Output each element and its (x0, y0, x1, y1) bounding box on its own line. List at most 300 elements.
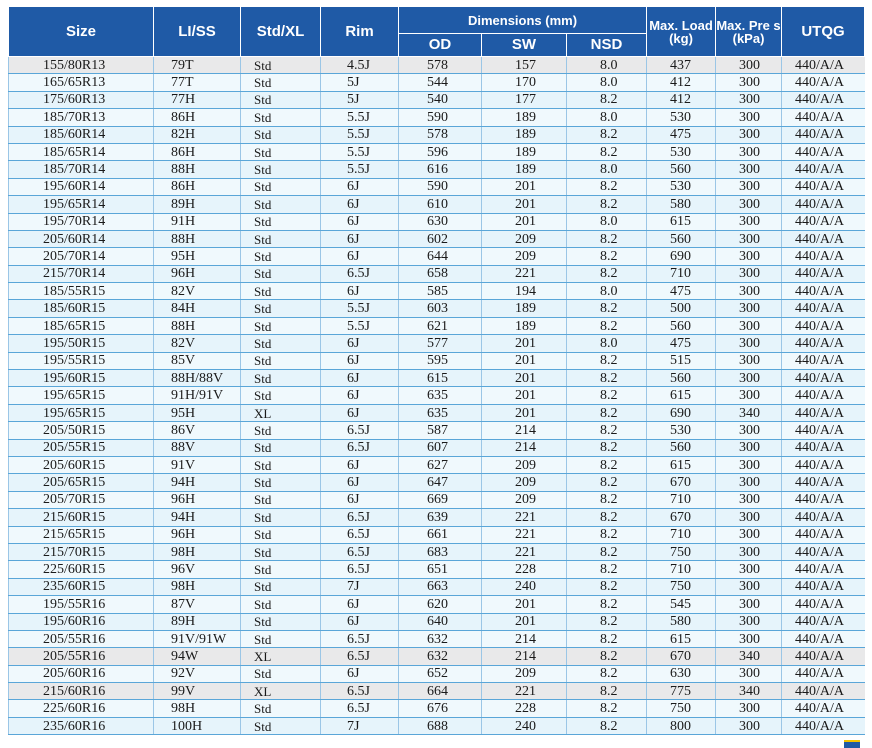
cell-load-speed-index: 96H (154, 265, 241, 282)
table-row (9, 613, 865, 630)
cell-max-pressure: 300 (716, 283, 782, 300)
cell-max-pressure: 300 (716, 422, 782, 439)
cell-rim: 5J (321, 74, 399, 91)
cell-std-xl: Std (241, 248, 321, 265)
cell-max-pressure: 300 (716, 543, 782, 560)
cell-rim: 6.5J (321, 422, 399, 439)
header-std-xl: Std/XL (241, 7, 321, 57)
cell-section-width: 201 (482, 387, 567, 404)
cell-max-load: 615 (647, 387, 716, 404)
cell-size: 185/70R14 (9, 161, 154, 178)
cell-load-speed-index: 94H (154, 474, 241, 491)
cell-max-pressure: 340 (716, 648, 782, 665)
cell-size: 205/70R15 (9, 491, 154, 508)
cell-utqg: 440/A/A (782, 300, 865, 317)
cell-std-xl: XL (241, 648, 321, 665)
cell-size: 205/70R14 (9, 248, 154, 265)
table-row (9, 578, 865, 595)
cell-max-pressure: 340 (716, 404, 782, 421)
cell-utqg: 440/A/A (782, 213, 865, 230)
cell-section-width: 228 (482, 700, 567, 717)
cell-std-xl: Std (241, 700, 321, 717)
cell-max-pressure: 300 (716, 196, 782, 213)
cell-std-xl: Std (241, 491, 321, 508)
cell-tread-depth: 8.2 (567, 683, 647, 700)
cell-load-speed-index: 98H (154, 700, 241, 717)
cell-utqg: 440/A/A (782, 509, 865, 526)
header-nsd: NSD (567, 34, 647, 57)
header-dimensions: Dimensions (mm) (399, 7, 647, 34)
cell-rim: 6J (321, 456, 399, 473)
cell-rim: 6J (321, 248, 399, 265)
cell-size: 205/50R15 (9, 422, 154, 439)
header-max-pressure: Max. Pre s (kPa) (716, 7, 782, 57)
cell-rim: 6J (321, 178, 399, 195)
cell-section-width: 201 (482, 596, 567, 613)
cell-section-width: 189 (482, 161, 567, 178)
cell-tread-depth: 8.2 (567, 509, 647, 526)
cell-size: 205/55R16 (9, 648, 154, 665)
header-utqg: UTQG (782, 7, 865, 57)
cell-utqg: 440/A/A (782, 648, 865, 665)
cell-tread-depth: 8.2 (567, 648, 647, 665)
cell-section-width: 240 (482, 717, 567, 734)
cell-tread-depth: 8.2 (567, 126, 647, 143)
cell-max-pressure: 300 (716, 300, 782, 317)
cell-tread-depth: 8.0 (567, 161, 647, 178)
cell-size: 235/60R16 (9, 717, 154, 734)
table-row (9, 300, 865, 317)
cell-rim: 6J (321, 352, 399, 369)
cell-max-pressure: 300 (716, 109, 782, 126)
cell-utqg: 440/A/A (782, 370, 865, 387)
table-row (9, 161, 865, 178)
cell-section-width: 157 (482, 57, 567, 74)
cell-std-xl: Std (241, 300, 321, 317)
table-row (9, 317, 865, 334)
cell-size: 185/65R14 (9, 143, 154, 160)
cell-utqg: 440/A/A (782, 57, 865, 74)
cell-max-pressure: 340 (716, 683, 782, 700)
cell-max-load: 560 (647, 230, 716, 247)
cell-load-speed-index: 82H (154, 126, 241, 143)
cell-std-xl: Std (241, 91, 321, 108)
cell-size: 205/60R14 (9, 230, 154, 247)
cell-size: 225/60R16 (9, 700, 154, 717)
cell-max-load: 475 (647, 126, 716, 143)
cell-max-pressure: 300 (716, 491, 782, 508)
cell-tread-depth: 8.2 (567, 230, 647, 247)
cell-max-pressure: 300 (716, 717, 782, 734)
cell-load-speed-index: 94W (154, 648, 241, 665)
cell-section-width: 201 (482, 613, 567, 630)
cell-utqg: 440/A/A (782, 683, 865, 700)
table-row (9, 178, 865, 195)
cell-size: 195/55R16 (9, 596, 154, 613)
cell-rim: 5.5J (321, 109, 399, 126)
cell-tread-depth: 8.2 (567, 265, 647, 282)
cell-outer-diameter: 595 (399, 352, 482, 369)
cell-outer-diameter: 644 (399, 248, 482, 265)
cell-max-load: 710 (647, 265, 716, 282)
cell-outer-diameter: 607 (399, 439, 482, 456)
cell-size: 195/65R15 (9, 387, 154, 404)
cell-section-width: 214 (482, 648, 567, 665)
cell-tread-depth: 8.2 (567, 665, 647, 682)
cell-rim: 7J (321, 578, 399, 595)
cell-outer-diameter: 578 (399, 57, 482, 74)
cell-load-speed-index: 88V (154, 439, 241, 456)
cell-utqg: 440/A/A (782, 178, 865, 195)
cell-load-speed-index: 91V (154, 456, 241, 473)
cell-rim: 6J (321, 370, 399, 387)
cell-load-speed-index: 77T (154, 74, 241, 91)
cell-tread-depth: 8.0 (567, 213, 647, 230)
table-row (9, 387, 865, 404)
cell-load-speed-index: 88H (154, 161, 241, 178)
cell-std-xl: Std (241, 126, 321, 143)
cell-max-pressure: 300 (716, 335, 782, 352)
cell-tread-depth: 8.0 (567, 283, 647, 300)
cell-rim: 6J (321, 665, 399, 682)
cell-section-width: 221 (482, 265, 567, 282)
cell-size: 155/80R13 (9, 57, 154, 74)
header-size: Size (9, 7, 154, 57)
cell-load-speed-index: 82V (154, 283, 241, 300)
cell-std-xl: Std (241, 161, 321, 178)
cell-section-width: 194 (482, 283, 567, 300)
cell-outer-diameter: 585 (399, 283, 482, 300)
cell-max-load: 615 (647, 213, 716, 230)
cell-utqg: 440/A/A (782, 74, 865, 91)
cell-utqg: 440/A/A (782, 613, 865, 630)
cell-tread-depth: 8.2 (567, 91, 647, 108)
cell-outer-diameter: 647 (399, 474, 482, 491)
cell-load-speed-index: 88H (154, 230, 241, 247)
cell-rim: 6.5J (321, 561, 399, 578)
cell-max-load: 775 (647, 683, 716, 700)
cell-section-width: 228 (482, 561, 567, 578)
cell-outer-diameter: 658 (399, 265, 482, 282)
cell-max-load: 630 (647, 665, 716, 682)
cell-section-width: 221 (482, 526, 567, 543)
cell-max-pressure: 300 (716, 665, 782, 682)
cell-std-xl: Std (241, 439, 321, 456)
cell-max-load: 710 (647, 491, 716, 508)
cell-tread-depth: 8.2 (567, 491, 647, 508)
cell-max-load: 580 (647, 196, 716, 213)
cell-max-load: 412 (647, 91, 716, 108)
cell-outer-diameter: 615 (399, 370, 482, 387)
cell-std-xl: Std (241, 422, 321, 439)
cell-outer-diameter: 577 (399, 335, 482, 352)
cell-utqg: 440/A/A (782, 230, 865, 247)
cell-tread-depth: 8.2 (567, 196, 647, 213)
cell-tread-depth: 8.0 (567, 335, 647, 352)
table-row (9, 265, 865, 282)
cell-section-width: 209 (482, 456, 567, 473)
cell-max-load: 615 (647, 456, 716, 473)
cell-rim: 5.5J (321, 317, 399, 334)
cell-max-pressure: 300 (716, 474, 782, 491)
cell-load-speed-index: 95H (154, 248, 241, 265)
header-od: OD (399, 34, 482, 57)
cell-max-pressure: 300 (716, 613, 782, 630)
cell-load-speed-index: 99V (154, 683, 241, 700)
cell-load-speed-index: 86H (154, 109, 241, 126)
cell-size: 195/65R15 (9, 404, 154, 421)
cell-max-pressure: 300 (716, 126, 782, 143)
table-row (9, 404, 865, 421)
cell-rim: 5.5J (321, 143, 399, 160)
cell-max-pressure: 300 (716, 213, 782, 230)
cell-max-load: 545 (647, 596, 716, 613)
table-row (9, 543, 865, 560)
cell-max-pressure: 300 (716, 509, 782, 526)
cell-rim: 6.5J (321, 700, 399, 717)
cell-std-xl: Std (241, 335, 321, 352)
cell-outer-diameter: 676 (399, 700, 482, 717)
cell-tread-depth: 8.2 (567, 387, 647, 404)
cell-max-load: 615 (647, 630, 716, 647)
cell-max-load: 800 (647, 717, 716, 734)
table-row (9, 439, 865, 456)
cell-outer-diameter: 635 (399, 387, 482, 404)
cell-outer-diameter: 651 (399, 561, 482, 578)
table-row (9, 143, 865, 160)
cell-load-speed-index: 85V (154, 352, 241, 369)
cell-std-xl: Std (241, 456, 321, 473)
cell-rim: 5.5J (321, 161, 399, 178)
cell-load-speed-index: 98H (154, 578, 241, 595)
cell-section-width: 201 (482, 404, 567, 421)
cell-outer-diameter: 652 (399, 665, 482, 682)
cell-section-width: 189 (482, 126, 567, 143)
cell-rim: 6.5J (321, 509, 399, 526)
cell-load-speed-index: 94H (154, 509, 241, 526)
cell-max-load: 530 (647, 143, 716, 160)
cell-utqg: 440/A/A (782, 248, 865, 265)
cell-max-load: 690 (647, 248, 716, 265)
cell-load-speed-index: 88H/88V (154, 370, 241, 387)
cell-load-speed-index: 96V (154, 561, 241, 578)
cell-utqg: 440/A/A (782, 630, 865, 647)
cell-std-xl: Std (241, 178, 321, 195)
cell-tread-depth: 8.0 (567, 57, 647, 74)
cell-rim: 6J (321, 404, 399, 421)
cell-size: 175/60R13 (9, 91, 154, 108)
cell-outer-diameter: 639 (399, 509, 482, 526)
cell-tread-depth: 8.2 (567, 456, 647, 473)
cell-utqg: 440/A/A (782, 561, 865, 578)
table-row (9, 248, 865, 265)
corner-logo-mark (844, 740, 860, 748)
cell-std-xl: Std (241, 283, 321, 300)
table-row (9, 283, 865, 300)
cell-tread-depth: 8.2 (567, 700, 647, 717)
cell-load-speed-index: 82V (154, 335, 241, 352)
cell-utqg: 440/A/A (782, 596, 865, 613)
cell-max-pressure: 300 (716, 248, 782, 265)
cell-std-xl: XL (241, 683, 321, 700)
cell-utqg: 440/A/A (782, 352, 865, 369)
cell-max-load: 475 (647, 283, 716, 300)
cell-max-pressure: 300 (716, 161, 782, 178)
cell-size: 195/65R14 (9, 196, 154, 213)
cell-section-width: 209 (482, 491, 567, 508)
cell-max-load: 560 (647, 317, 716, 334)
cell-outer-diameter: 620 (399, 596, 482, 613)
cell-std-xl: Std (241, 578, 321, 595)
cell-load-speed-index: 79T (154, 57, 241, 74)
cell-tread-depth: 8.2 (567, 422, 647, 439)
cell-size: 215/70R14 (9, 265, 154, 282)
cell-size: 205/55R15 (9, 439, 154, 456)
cell-outer-diameter: 683 (399, 543, 482, 560)
cell-utqg: 440/A/A (782, 283, 865, 300)
cell-utqg: 440/A/A (782, 717, 865, 734)
cell-std-xl: Std (241, 317, 321, 334)
cell-load-speed-index: 84H (154, 300, 241, 317)
cell-rim: 4.5J (321, 57, 399, 74)
header-max-load: Max. Load (kg) (647, 7, 716, 57)
cell-rim: 6J (321, 613, 399, 630)
cell-rim: 6.5J (321, 630, 399, 647)
table-row (9, 509, 865, 526)
cell-size: 195/50R15 (9, 335, 154, 352)
cell-outer-diameter: 630 (399, 213, 482, 230)
cell-outer-diameter: 602 (399, 230, 482, 247)
cell-load-speed-index: 87V (154, 596, 241, 613)
cell-std-xl: Std (241, 370, 321, 387)
cell-size: 215/70R15 (9, 543, 154, 560)
cell-section-width: 214 (482, 439, 567, 456)
cell-tread-depth: 8.2 (567, 143, 647, 160)
table-row (9, 57, 865, 74)
cell-outer-diameter: 688 (399, 717, 482, 734)
cell-max-pressure: 300 (716, 387, 782, 404)
cell-tread-depth: 8.2 (567, 404, 647, 421)
cell-rim: 6.5J (321, 648, 399, 665)
cell-section-width: 201 (482, 370, 567, 387)
cell-rim: 6.5J (321, 526, 399, 543)
cell-utqg: 440/A/A (782, 335, 865, 352)
cell-max-pressure: 300 (716, 352, 782, 369)
cell-outer-diameter: 596 (399, 143, 482, 160)
cell-rim: 6J (321, 230, 399, 247)
cell-utqg: 440/A/A (782, 491, 865, 508)
cell-size: 195/60R14 (9, 178, 154, 195)
cell-section-width: 201 (482, 352, 567, 369)
cell-tread-depth: 8.0 (567, 74, 647, 91)
cell-max-load: 437 (647, 57, 716, 74)
cell-load-speed-index: 96H (154, 491, 241, 508)
cell-load-speed-index: 89H (154, 196, 241, 213)
cell-section-width: 189 (482, 300, 567, 317)
cell-tread-depth: 8.2 (567, 178, 647, 195)
cell-load-speed-index: 88H (154, 317, 241, 334)
cell-std-xl: Std (241, 561, 321, 578)
cell-std-xl: Std (241, 230, 321, 247)
cell-size: 185/60R14 (9, 126, 154, 143)
cell-size: 195/70R14 (9, 213, 154, 230)
cell-std-xl: Std (241, 543, 321, 560)
cell-std-xl: Std (241, 526, 321, 543)
cell-outer-diameter: 635 (399, 404, 482, 421)
cell-utqg: 440/A/A (782, 665, 865, 682)
cell-tread-depth: 8.2 (567, 543, 647, 560)
cell-utqg: 440/A/A (782, 196, 865, 213)
cell-max-pressure: 300 (716, 74, 782, 91)
cell-outer-diameter: 632 (399, 648, 482, 665)
cell-size: 215/60R16 (9, 683, 154, 700)
cell-max-load: 690 (647, 404, 716, 421)
cell-utqg: 440/A/A (782, 91, 865, 108)
cell-max-pressure: 300 (716, 178, 782, 195)
cell-rim: 5J (321, 91, 399, 108)
cell-std-xl: Std (241, 717, 321, 734)
cell-rim: 6J (321, 474, 399, 491)
cell-max-load: 580 (647, 613, 716, 630)
cell-std-xl: Std (241, 630, 321, 647)
cell-outer-diameter: 590 (399, 178, 482, 195)
cell-utqg: 440/A/A (782, 422, 865, 439)
cell-section-width: 214 (482, 630, 567, 647)
cell-max-load: 500 (647, 300, 716, 317)
cell-utqg: 440/A/A (782, 143, 865, 160)
cell-std-xl: Std (241, 74, 321, 91)
table-row (9, 700, 865, 717)
cell-utqg: 440/A/A (782, 265, 865, 282)
table-row (9, 335, 865, 352)
table-row (9, 630, 865, 647)
cell-load-speed-index: 98H (154, 543, 241, 560)
cell-utqg: 440/A/A (782, 317, 865, 334)
cell-max-pressure: 300 (716, 230, 782, 247)
cell-tread-depth: 8.2 (567, 717, 647, 734)
cell-section-width: 189 (482, 143, 567, 160)
table-row (9, 561, 865, 578)
table-header (9, 7, 865, 57)
cell-size: 185/55R15 (9, 283, 154, 300)
cell-size: 235/60R15 (9, 578, 154, 595)
cell-rim: 6.5J (321, 265, 399, 282)
cell-section-width: 170 (482, 74, 567, 91)
cell-outer-diameter: 540 (399, 91, 482, 108)
cell-max-load: 412 (647, 74, 716, 91)
cell-std-xl: Std (241, 213, 321, 230)
cell-max-pressure: 300 (716, 57, 782, 74)
cell-std-xl: Std (241, 265, 321, 282)
cell-outer-diameter: 621 (399, 317, 482, 334)
cell-tread-depth: 8.2 (567, 370, 647, 387)
cell-max-load: 710 (647, 526, 716, 543)
cell-rim: 6J (321, 596, 399, 613)
cell-utqg: 440/A/A (782, 578, 865, 595)
cell-utqg: 440/A/A (782, 456, 865, 473)
cell-utqg: 440/A/A (782, 387, 865, 404)
cell-size: 205/65R15 (9, 474, 154, 491)
cell-rim: 6.5J (321, 683, 399, 700)
cell-load-speed-index: 95H (154, 404, 241, 421)
cell-section-width: 201 (482, 213, 567, 230)
cell-size: 195/60R15 (9, 370, 154, 387)
cell-size: 215/60R15 (9, 509, 154, 526)
cell-max-pressure: 300 (716, 265, 782, 282)
cell-outer-diameter: 590 (399, 109, 482, 126)
tire-spec-table (8, 6, 865, 735)
table-row (9, 422, 865, 439)
